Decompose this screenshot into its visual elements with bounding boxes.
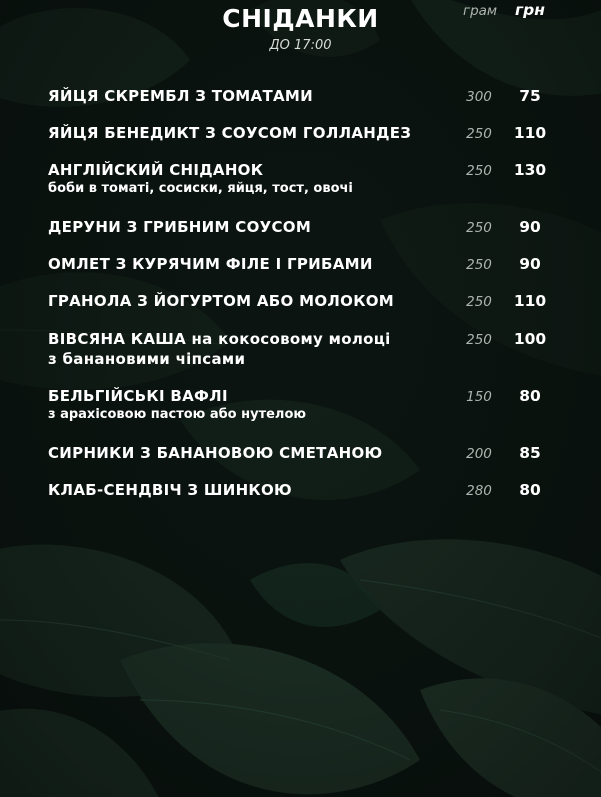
- item-price: 110: [513, 292, 547, 310]
- column-header-price: грн: [515, 1, 545, 19]
- item-price: 110: [513, 124, 547, 142]
- item-grams: 250: [466, 220, 492, 236]
- item-description: з арахісовою пастою або нутелою: [48, 407, 307, 422]
- item-description: з банановими чіпсами: [48, 350, 246, 368]
- item-grams: 250: [466, 294, 492, 310]
- item-name: ОМЛЕТ З КУРЯЧИМ ФІЛЕ І ГРИБАМИ: [48, 255, 373, 273]
- item-price: 100: [513, 330, 547, 348]
- item-price: 75: [519, 87, 541, 105]
- item-price: 85: [519, 444, 541, 462]
- item-name: ДЕРУНИ З ГРИБНИМ СОУСОМ: [48, 218, 312, 236]
- item-price: 90: [519, 218, 541, 236]
- item-grams: 150: [466, 389, 492, 405]
- item-price: 90: [519, 255, 541, 273]
- item-name: ЯЙЦЯ БЕНЕДИКТ З СОУСОМ ГОЛЛАНДЕЗ: [48, 124, 412, 142]
- item-price: 80: [519, 387, 541, 405]
- item-name: СИРНИКИ З БАНАНОВОЮ СМЕТАНОЮ: [48, 444, 383, 462]
- menu-subtitle: ДО 17:00: [269, 38, 332, 53]
- menu-title: СНІДАНКИ: [222, 4, 379, 33]
- item-grams: 250: [466, 163, 492, 179]
- item-name: ВІВСЯНА КАША на кокосовому молоці: [48, 330, 391, 348]
- item-grams: 280: [466, 483, 492, 499]
- item-description: боби в томаті, сосиски, яйця, тост, овочі: [48, 181, 353, 196]
- item-name: ЯЙЦЯ СКРЕМБЛ З ТОМАТАМИ: [48, 87, 313, 105]
- item-name: АНГЛІЙСКИЙ СНІДАНОК: [48, 161, 264, 179]
- column-header-grams: грам: [463, 3, 498, 19]
- item-price: 130: [513, 161, 547, 179]
- item-grams: 200: [466, 446, 492, 462]
- item-price: 80: [519, 481, 541, 499]
- item-grams: 250: [466, 126, 492, 142]
- item-name: КЛАБ-СЕНДВІЧ З ШИНКОЮ: [48, 481, 292, 499]
- item-grams: 250: [466, 257, 492, 273]
- item-name: БЕЛЬГІЙСЬКІ ВАФЛІ: [48, 387, 228, 405]
- item-grams: 250: [466, 332, 492, 348]
- item-name: ГРАНОЛА З ЙОГУРТОМ АБО МОЛОКОМ: [48, 292, 395, 310]
- item-grams: 300: [466, 89, 492, 105]
